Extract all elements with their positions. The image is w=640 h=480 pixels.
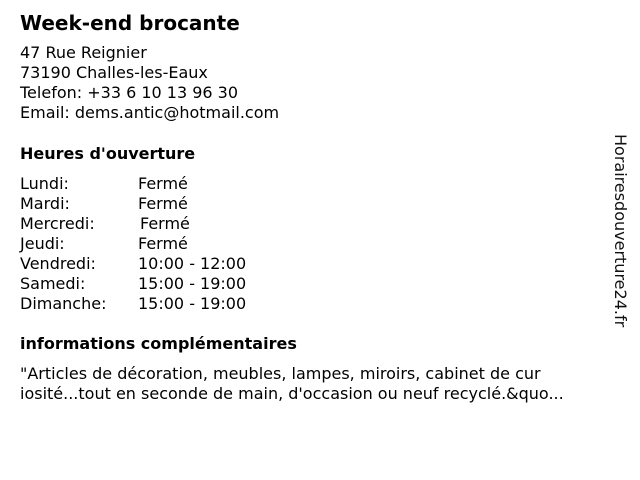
day-label: Samedi: [20,274,86,293]
day-label: Jeudi: [20,234,65,253]
info-heading: informations complémentaires [20,334,297,353]
hours-row-monday [20,174,320,194]
day-hours: 15:00 - 19:00 [138,294,247,313]
phone-line: Telefon: +33 6 10 13 96 30 [20,83,239,102]
day-hours: Fermé [140,214,190,233]
day-hours: 10:00 - 12:00 [138,254,247,273]
hours-row-tuesday [20,194,320,214]
day-label: Mardi: [20,194,70,213]
hours-row-thursday [20,234,320,254]
site-watermark: Horairesdouverture24.fr [611,134,630,328]
day-label: Mercredi: [20,214,95,233]
email-link[interactable]: dems.antic@hotmail.com [74,103,280,122]
day-hours: Fermé [138,194,188,213]
hours-row-saturday [20,274,320,294]
hours-table [20,174,320,314]
day-hours: 15:00 - 19:00 [138,274,247,293]
day-hours: Fermé [138,174,188,193]
day-label: Vendredi: [20,254,96,273]
info-line: "Articles de décoration, meubles, lampes, miroirs, cabinet de cur [20,364,541,383]
hours-heading: Heures d'ouverture [20,144,196,163]
day-label: Dimanche: [20,294,107,313]
info-description [20,364,620,404]
address-city: 73190 Challes-les-Eaux [20,63,208,82]
email-label: Email: [20,103,75,122]
day-label: Lundi: [20,174,69,193]
contact-block [20,43,279,123]
email-line [20,103,279,123]
hours-row-friday [20,254,320,274]
business-name: Week-end brocante [20,11,240,35]
day-hours: Fermé [138,234,188,253]
hours-row-sunday [20,294,320,314]
address-street: 47 Rue Reignier [20,43,147,62]
hours-row-wednesday [20,214,320,234]
info-line: iosité...tout en seconde de main, d'occasion ou neuf recyclé.&quo... [20,384,564,403]
